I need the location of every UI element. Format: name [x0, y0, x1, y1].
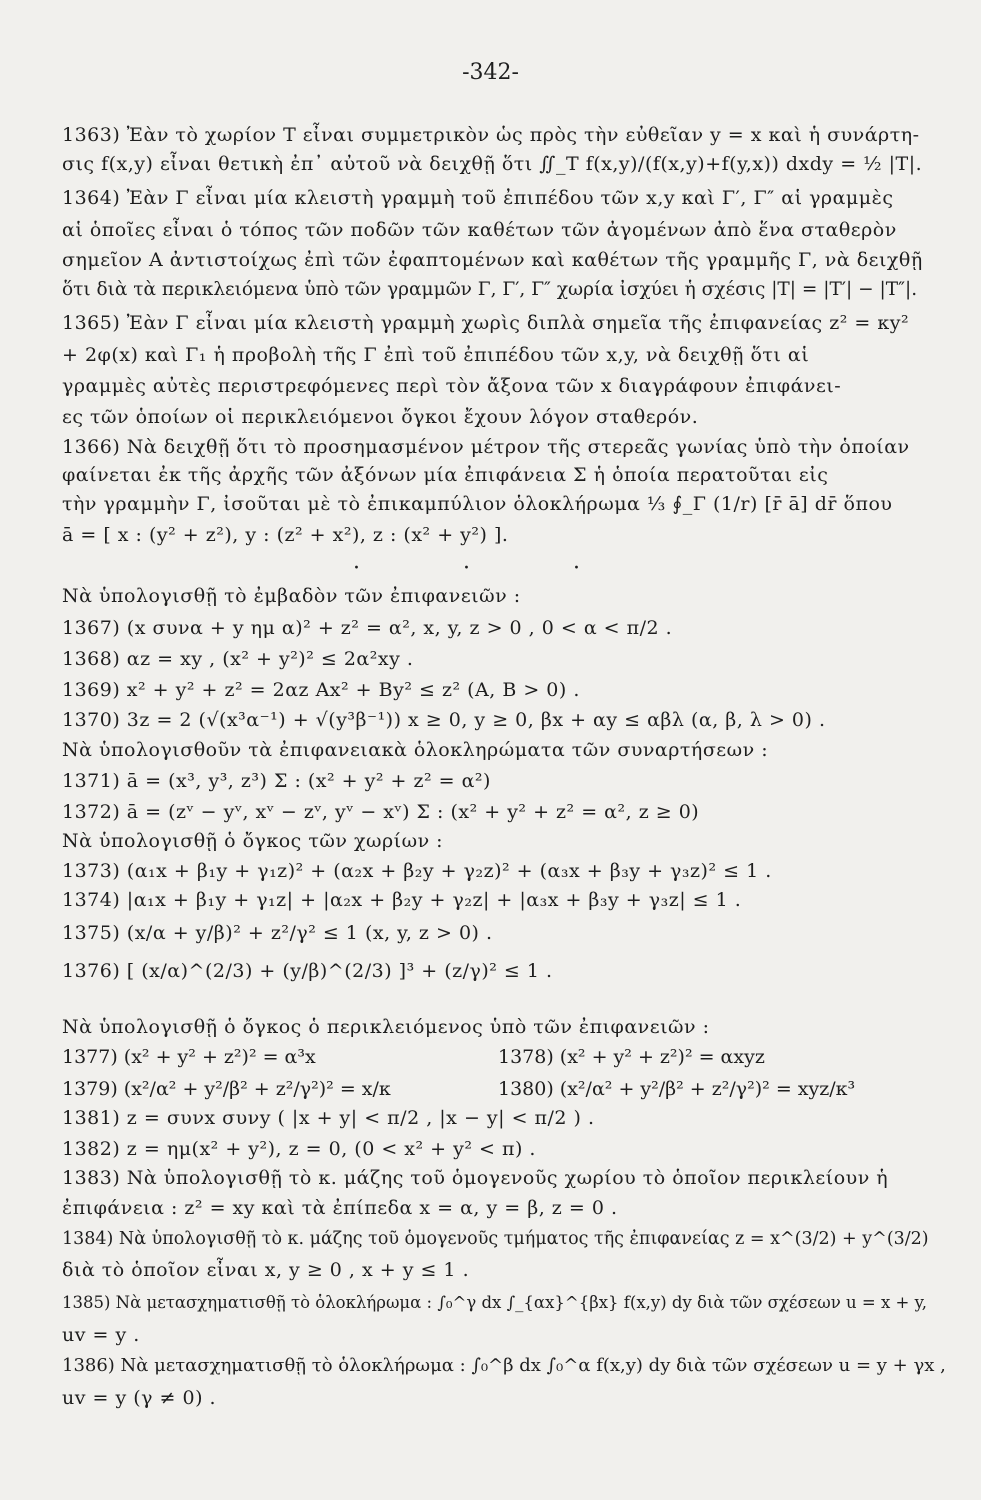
text-line: 1369) x² + y² + z² = 2αz Ax² + By² ≤ z² (A, B > 0) .: [62, 679, 580, 701]
text-line: ā = [ x : (y² + z²), y : (z² + x²), z : (x² + y²) ].: [62, 524, 509, 546]
section-heading: Νὰ ὑπολογισθῇ ὁ ὄγκος τῶν χωρίων :: [62, 830, 444, 852]
text-line: διὰ τὸ ὁποῖον εἶναι x, y ≥ 0 , x + y ≤ 1 .: [62, 1259, 470, 1281]
text-line: 1382) z = ημ(x² + y²), z = 0, (0 < x² + y² < π) .: [62, 1138, 536, 1160]
text-line: 1374) |α₁x + β₁y + γ₁z| + |α₂x + β₂y + γ₂z| + |α₃x + β₃y + γ₃z| ≤ 1 .: [62, 889, 742, 911]
separator-dots: · · ·: [353, 556, 628, 581]
text-line: 1386) Νὰ μετασχηματισθῇ τὸ ὁλοκλήρωμα : ∫₀^β dx ∫₀^α f(x,y) dy διὰ τῶν σχέσεων u = y + γx ,: [62, 1355, 946, 1376]
text-line: 1377) (x² + y² + z²)² = α³x: [62, 1046, 316, 1068]
text-line: 1378) (x² + y² + z²)² = αxyz: [498, 1046, 765, 1068]
text-line: + 2φ(x) καὶ Γ₁ ἡ προβολὴ τῆς Γ ἐπὶ τοῦ ἐπιπέδου τῶν x,y, νὰ δειχθῇ ὅτι αἱ: [62, 344, 810, 366]
text-line: uv = y .: [62, 1324, 140, 1346]
text-line: 1365) Ἐὰν Γ εἶναι μία κλειστὴ γραμμὴ χωρὶς διπλὰ σημεῖα τῆς ἐπιφανείας z² = κy²: [62, 312, 910, 334]
text-line: γραμμὲς αὐτὲς περιστρεφόμενες περὶ τὸν ἄξονα τῶν x διαγράφουν ἐπιφάνει-: [62, 375, 842, 397]
text-line: σημεῖον A ἀντιστοίχως ἐπὶ τῶν ἐφαπτομένων καὶ καθέτων τῆς γραμμῆς Γ, νὰ δειχθῇ: [62, 249, 923, 271]
section-heading: Νὰ ὑπολογισθοῦν τὰ ἐπιφανειακὰ ὁλοκληρώματα τῶν συναρτήσεων :: [62, 739, 769, 761]
section-heading: Νὰ ὑπολογισθῇ τὸ ἐμβαδὸν τῶν ἐπιφανειῶν :: [62, 585, 521, 607]
text-line: σις f(x,y) εἶναι θετικὴ ἐπ᾽ αὐτοῦ νὰ δειχθῇ ὅτι ∬_T f(x,y)/(f(x,y)+f(y,x)) dxdy = ½ |T|.: [62, 153, 923, 175]
text-line: 1384) Νὰ ὑπολογισθῇ τὸ κ. μάζης τοῦ ὁμογενοῦς τμήματος τῆς ἐπιφανείας z = x^(3/2) + y^(3/2): [62, 1229, 929, 1249]
text-line: 1367) (x συνα + y ημ α)² + z² = α², x, y, z > 0 , 0 < α < π/2 .: [62, 617, 673, 639]
text-line: 1368) αz = xy , (x² + y²)² ≤ 2α²xy .: [62, 648, 414, 670]
text-line: 1366) Νὰ δειχθῇ ὅτι τὸ προσημασμένον μέτρον τῆς στερεᾶς γωνίας ὑπὸ τὴν ὁποίαν: [62, 436, 910, 458]
text-line: τὴν γραμμὴν Γ, ἰσοῦται μὲ τὸ ἐπικαμπύλιον ὁλοκλήρωμα ⅓ ∮_Γ (1/r) [r̄ ā] dr̄ ὅπου: [62, 493, 893, 515]
page-number: -342-: [462, 60, 519, 85]
text-line: 1375) (x/α + y/β)² + z²/γ² ≤ 1 (x, y, z > 0) .: [62, 922, 493, 944]
text-line: ὅτι διὰ τὰ περικλειόμενα ὑπὸ τῶν γραμμῶν Γ, Γ′, Γ″ χωρία ἰσχύει ἡ σχέσις |T| = |T′| − |T″|.: [62, 279, 918, 300]
text-line: φαίνεται ἐκ τῆς ἀρχῆς τῶν ἀξόνων μία ἐπιφάνεια Σ ἡ ὁποία περατοῦται εἰς: [62, 464, 829, 486]
text-line: 1371) ā = (x³, y³, z³) Σ : (x² + y² + z² = α²): [62, 770, 491, 792]
text-line: 1364) Ἐὰν Γ εἶναι μία κλειστὴ γραμμὴ τοῦ ἐπιπέδου τῶν x,y καὶ Γ′, Γ″ αἱ γραμμὲς: [62, 187, 894, 209]
text-line: ες τῶν ὁποίων οἱ περικλειόμενοι ὄγκοι ἔχουν λόγον σταθερόν.: [62, 406, 699, 428]
text-line: 1379) (x²/α² + y²/β² + z²/γ²)² = x/κ: [62, 1078, 391, 1100]
text-line: 1385) Νὰ μετασχηματισθῇ τὸ ὁλοκλήρωμα : ∫₀^γ dx ∫_{αx}^{βx} f(x,y) dy διὰ τῶν σχέσεων u = x + y,: [62, 1293, 927, 1312]
text-line: uv = y (γ ≠ 0) .: [62, 1387, 217, 1409]
text-line: 1383) Νὰ ὑπολογισθῇ τὸ κ. μάζης τοῦ ὁμογενοῦς χωρίου τὸ ὁποῖον περικλείουν ἡ: [62, 1167, 889, 1189]
text-line: 1373) (α₁x + β₁y + γ₁z)² + (α₂x + β₂y + γ₂z)² + (α₃x + β₃y + γ₃z)² ≤ 1 .: [62, 860, 772, 882]
text-line: 1380) (x²/α² + y²/β² + z²/γ²)² = xyz/κ³: [498, 1078, 856, 1100]
text-line: 1376) [ (x/α)^(2/3) + (y/β)^(2/3) ]³ + (z/γ)² ≤ 1 .: [62, 960, 553, 982]
section-heading: Νὰ ὑπολογισθῇ ὁ ὄγκος ὁ περικλειόμενος ὑπὸ τῶν ἐπιφανειῶν :: [62, 1016, 710, 1038]
text-line: 1372) ā = (zᵛ − yᵛ, xᵛ − zᵛ, yᵛ − xᵛ) Σ : (x² + y² + z² = α², z ≥ 0): [62, 801, 700, 823]
text-line: 1370) 3z = 2 (√(x³α⁻¹) + √(y³β⁻¹)) x ≥ 0, y ≥ 0, βx + αy ≤ αβλ (α, β, λ > 0) .: [62, 709, 826, 731]
text-line: αἱ ὁποῖες εἶναι ὁ τόπος τῶν ποδῶν τῶν καθέτων τῶν ἀγομένων ἀπὸ ἕνα σταθερὸν: [62, 219, 897, 241]
text-line: 1381) z = συνx συνy ( |x + y| < π/2 , |x − y| < π/2 ) .: [62, 1107, 595, 1129]
text-line: 1363) Ἐὰν τὸ χωρίον T εἶναι συμμετρικὸν ὡς πρὸς τὴν εὐθεῖαν y = x καὶ ἡ συνάρτη-: [62, 124, 920, 146]
text-line: ἐπιφάνεια : z² = xy καὶ τὰ ἐπίπεδα x = α, y = β, z = 0 .: [62, 1197, 618, 1219]
